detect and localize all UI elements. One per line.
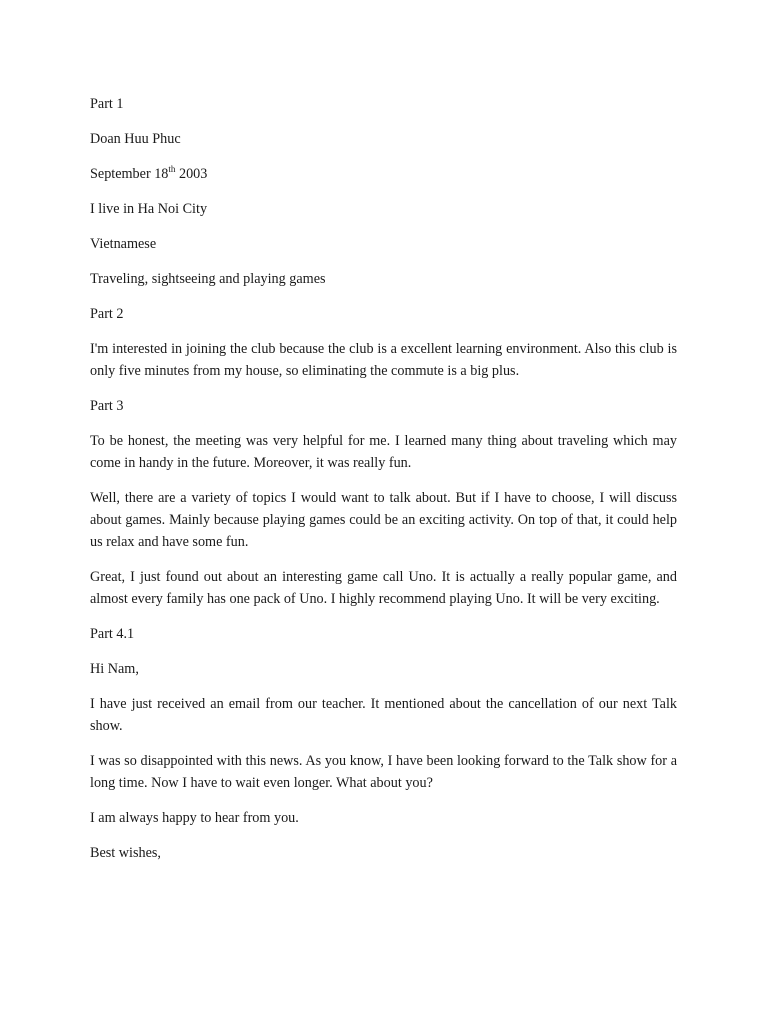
document-page — [90, 93, 677, 877]
dob-ordinal: th — [168, 164, 176, 174]
letter-paragraph-2: I was so disappointed with this news. As you know, I have been looking forward to the Talk show for a long time. Now I have to wait even longer. What about you? — [90, 753, 677, 791]
letter-greeting: Hi Nam, — [90, 661, 139, 677]
dob-year: 2003 — [175, 166, 208, 182]
part3-heading: Part 3 — [90, 398, 124, 414]
part3-answer-2: Well, there are a variety of topics I would want to talk about. But if I have to choose, I will discuss about games. Mainly because playing games could be an exciting activity. On top of that, it could help us relax and have some fun. — [90, 490, 677, 550]
hobbies-line: Traveling, sightseeing and playing games — [90, 271, 326, 287]
part2-heading: Part 2 — [90, 306, 124, 322]
part4-1-heading: Part 4.1 — [90, 626, 135, 642]
part2-answer: I'm interested in joining the club because the club is a excellent learning environment. Also this club is only five minutes from my house, so eliminating the commute is a big plus. — [90, 341, 677, 379]
name-line: Doan Huu Phuc — [90, 131, 181, 147]
residence-line: I live in Ha Noi City — [90, 201, 208, 217]
part1-heading: Part 1 — [90, 96, 124, 112]
date-of-birth-line — [90, 163, 677, 185]
nationality-line: Vietnamese — [90, 236, 157, 252]
letter-paragraph-3: I am always happy to hear from you. — [90, 810, 299, 826]
letter-paragraph-1: I have just received an email from our teacher. It mentioned about the cancellation of our next Talk show. — [90, 696, 677, 734]
letter-closing: Best wishes, — [90, 845, 161, 861]
dob-month-day: September 18 — [90, 166, 169, 182]
part3-answer-1: To be honest, the meeting was very helpful for me. I learned many thing about traveling which may come in handy in the future. Moreover, it was really fun. — [90, 433, 677, 471]
part3-answer-3: Great, I just found out about an interesting game call Uno. It is actually a really popular game, and almost every family has one pack of Uno. I highly recommend playing Uno. It will be very exciting. — [90, 569, 677, 607]
